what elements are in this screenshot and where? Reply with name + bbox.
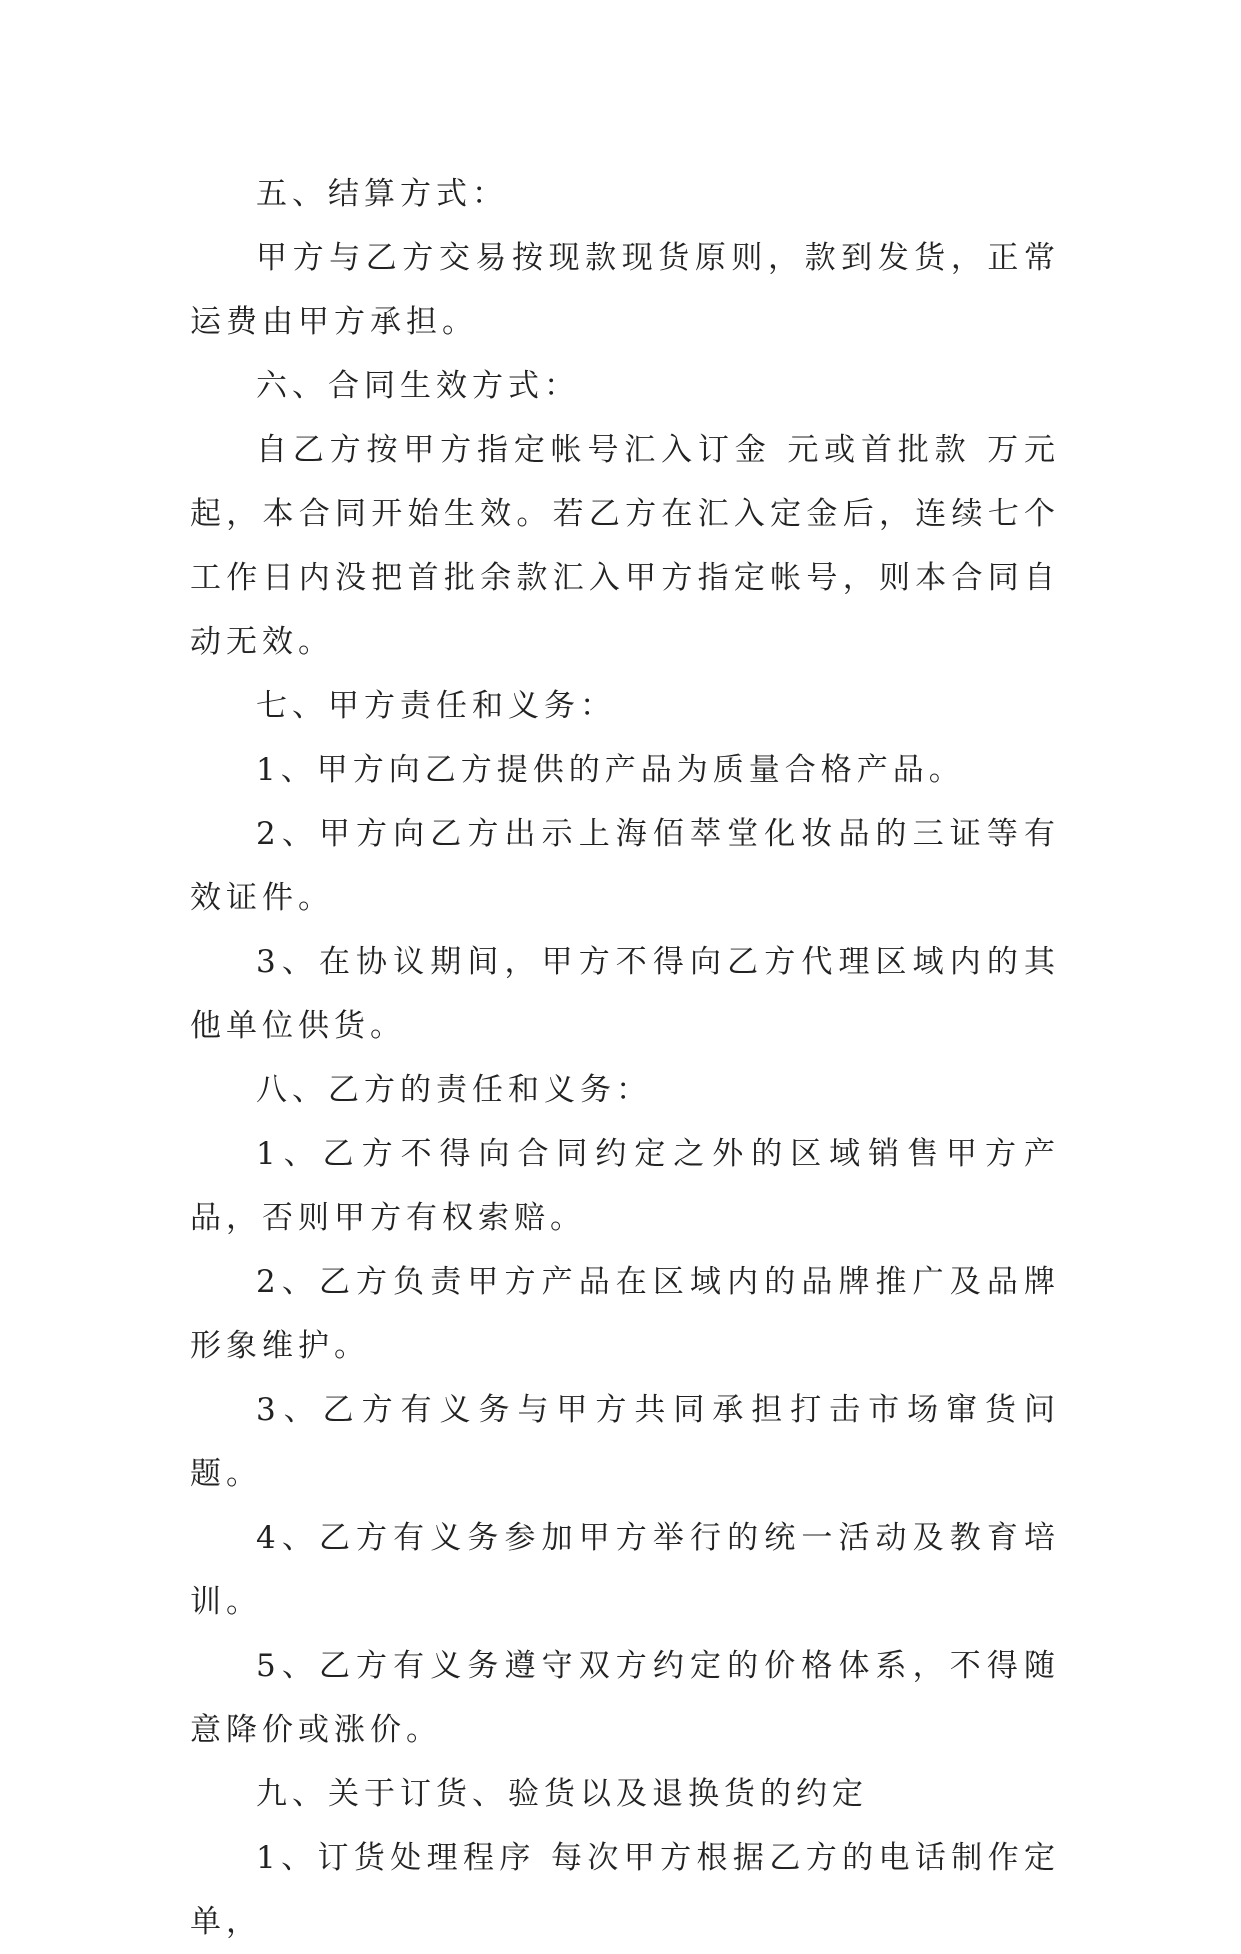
party-b-duty-item-1: 1、乙方不得向合同约定之外的区域销售甲方产品，否则甲方有权索赔。 [190, 1136, 1060, 1236]
document-body [190, 162, 1060, 1954]
ordering-item-1: 1、订货处理程序 每次甲方根据乙方的电话制作定单， [190, 1840, 1060, 1940]
party-b-duty-item-3: 3、乙方有义务与甲方共同承担打击市场窜货问题。 [190, 1392, 1060, 1492]
party-b-duty-item-4: 4、乙方有义务参加甲方举行的统一活动及教育培训。 [190, 1520, 1060, 1620]
section-heading-settlement: 五、结算方式： [256, 176, 508, 212]
section-heading-party-b-duties: 八、乙方的责任和义务： [256, 1072, 652, 1108]
party-b-duty-item-5: 5、乙方有义务遵守双方约定的价格体系，不得随意降价或涨价。 [190, 1648, 1060, 1748]
paragraph-settlement-terms: 甲方与乙方交易按现款现货原则，款到发货，正常运费由甲方承担。 [190, 240, 1060, 340]
party-a-duty-item-1: 1、甲方向乙方提供的产品为质量合格产品。 [256, 752, 965, 788]
section-heading-effectiveness: 六、合同生效方式： [256, 368, 580, 404]
section-heading-ordering: 九、关于订货、验货以及退换货的约定 [256, 1776, 868, 1812]
party-a-duty-item-3: 3、在协议期间，甲方不得向乙方代理区域内的其他单位供货。 [190, 944, 1060, 1044]
party-a-duty-item-2: 2、甲方向乙方出示上海佰萃堂化妆品的三证等有效证件。 [190, 816, 1060, 916]
party-b-duty-item-2: 2、乙方负责甲方产品在区域内的品牌推广及品牌形象维护。 [190, 1264, 1060, 1364]
paragraph-effectiveness-terms: 自乙方按甲方指定帐号汇入订金 元或首批款 万元起，本合同开始生效。若乙方在汇入定金后，连续七个工作日内没把首批余款汇入甲方指定帐号，则本合同自动无效。 [190, 432, 1060, 660]
section-heading-party-a-duties: 七、甲方责任和义务： [256, 688, 616, 724]
